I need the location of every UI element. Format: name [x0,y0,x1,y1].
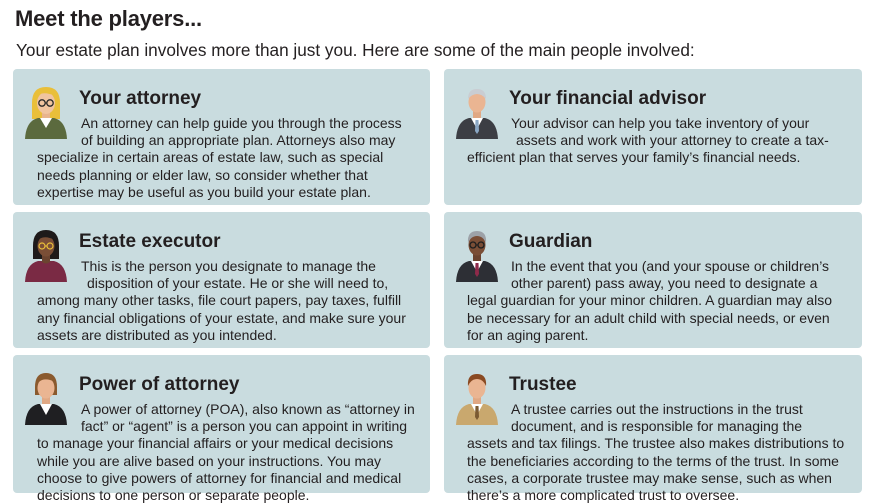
card-body-line: A trustee carries out the instructions in the trust [511,401,803,417]
card-power-of-attorney [13,355,430,504]
card-body-line: legal guardian for your minor children. A guardian may also [467,292,832,309]
card-attorney [13,69,430,205]
card-body-line: any financial obligations of your estate, and make sure your [37,309,406,326]
card-body-line: of building an appropriate plan. Attorneys also may [81,132,396,149]
card-body-line: assets are distributed as you intended. [37,326,277,343]
card-body-line: to manage your financial affairs or your medical decisions [37,435,394,452]
card-heading: Power of attorney [79,374,240,395]
card-body-line: An attorney can help guide you through the process [81,115,402,131]
page-subtitle: Your estate plan involves more than just you. Here are some of the main people involved: [16,40,695,60]
card-heading: Guardian [509,231,593,252]
card-body-line: expertise may be useful as you build your estate plan. [37,183,371,200]
card-heading: Your financial advisor [509,88,707,109]
card-body-line: document, and is responsible for managing the [511,418,803,435]
card-trustee [444,355,862,504]
card-body-line: needs planning or elder law, so consider whether that [37,166,368,183]
card-financial-advisor [444,69,862,205]
card-heading: Trustee [509,374,577,395]
card-body-line: assets and tax filings. The trustee also makes distributions to [467,435,845,452]
card-body-line: the beneficiaries according to the terms of the trust. In some [467,452,839,469]
card-body-line: specialize in certain areas of estate law, such as special [37,149,384,166]
card-body-line: fact” or “agent” is a person you can appoint in writing [81,418,408,435]
card-body-line: there’s a more complicated trust to oversee. [467,487,740,504]
card-body [467,115,852,167]
card-body-line: while you are alive based on your instructions. You may [37,452,381,469]
card-body-line: cases, a corporate trustee may make sense, such as when [467,469,832,486]
card-body-line: decisions to one person or separate people. [37,487,310,504]
card-body-line: assets and work with your attorney to create a tax- [516,132,829,149]
card-body [467,401,852,504]
card-body-line: Your advisor can help you take inventory of your [511,115,810,131]
card-body-line: choose to give powers of attorney for financial and medical [37,469,402,486]
card-body [467,258,852,344]
card-body [37,115,420,201]
card-estate-executor [13,212,430,348]
card-body-line: for an aging parent. [467,326,589,343]
card-heading: Your attorney [79,88,202,109]
card-body [37,401,420,504]
card-body-line: A power of attorney (POA), also known as “attorney in [81,401,415,417]
card-heading: Estate executor [79,231,221,252]
page-title: Meet the players... [15,6,202,31]
card-body-line: disposition of your estate. He or she will need to, [87,275,389,292]
card-body-line: other parent) pass away, you need to designate a [511,275,818,292]
card-body-line: be necessary for an adult child with special needs, or even [467,309,830,326]
card-body-line: efficient plan that serves your family’s financial needs. [467,149,801,166]
card-body-line: In the event that you (and your spouse or children’s [511,258,830,274]
card-body [37,258,420,344]
card-guardian [444,212,862,348]
card-body-line: This is the person you designate to manage the [81,258,376,274]
card-body-line: among many other tasks, file court papers, pay taxes, fulfill [37,292,402,309]
